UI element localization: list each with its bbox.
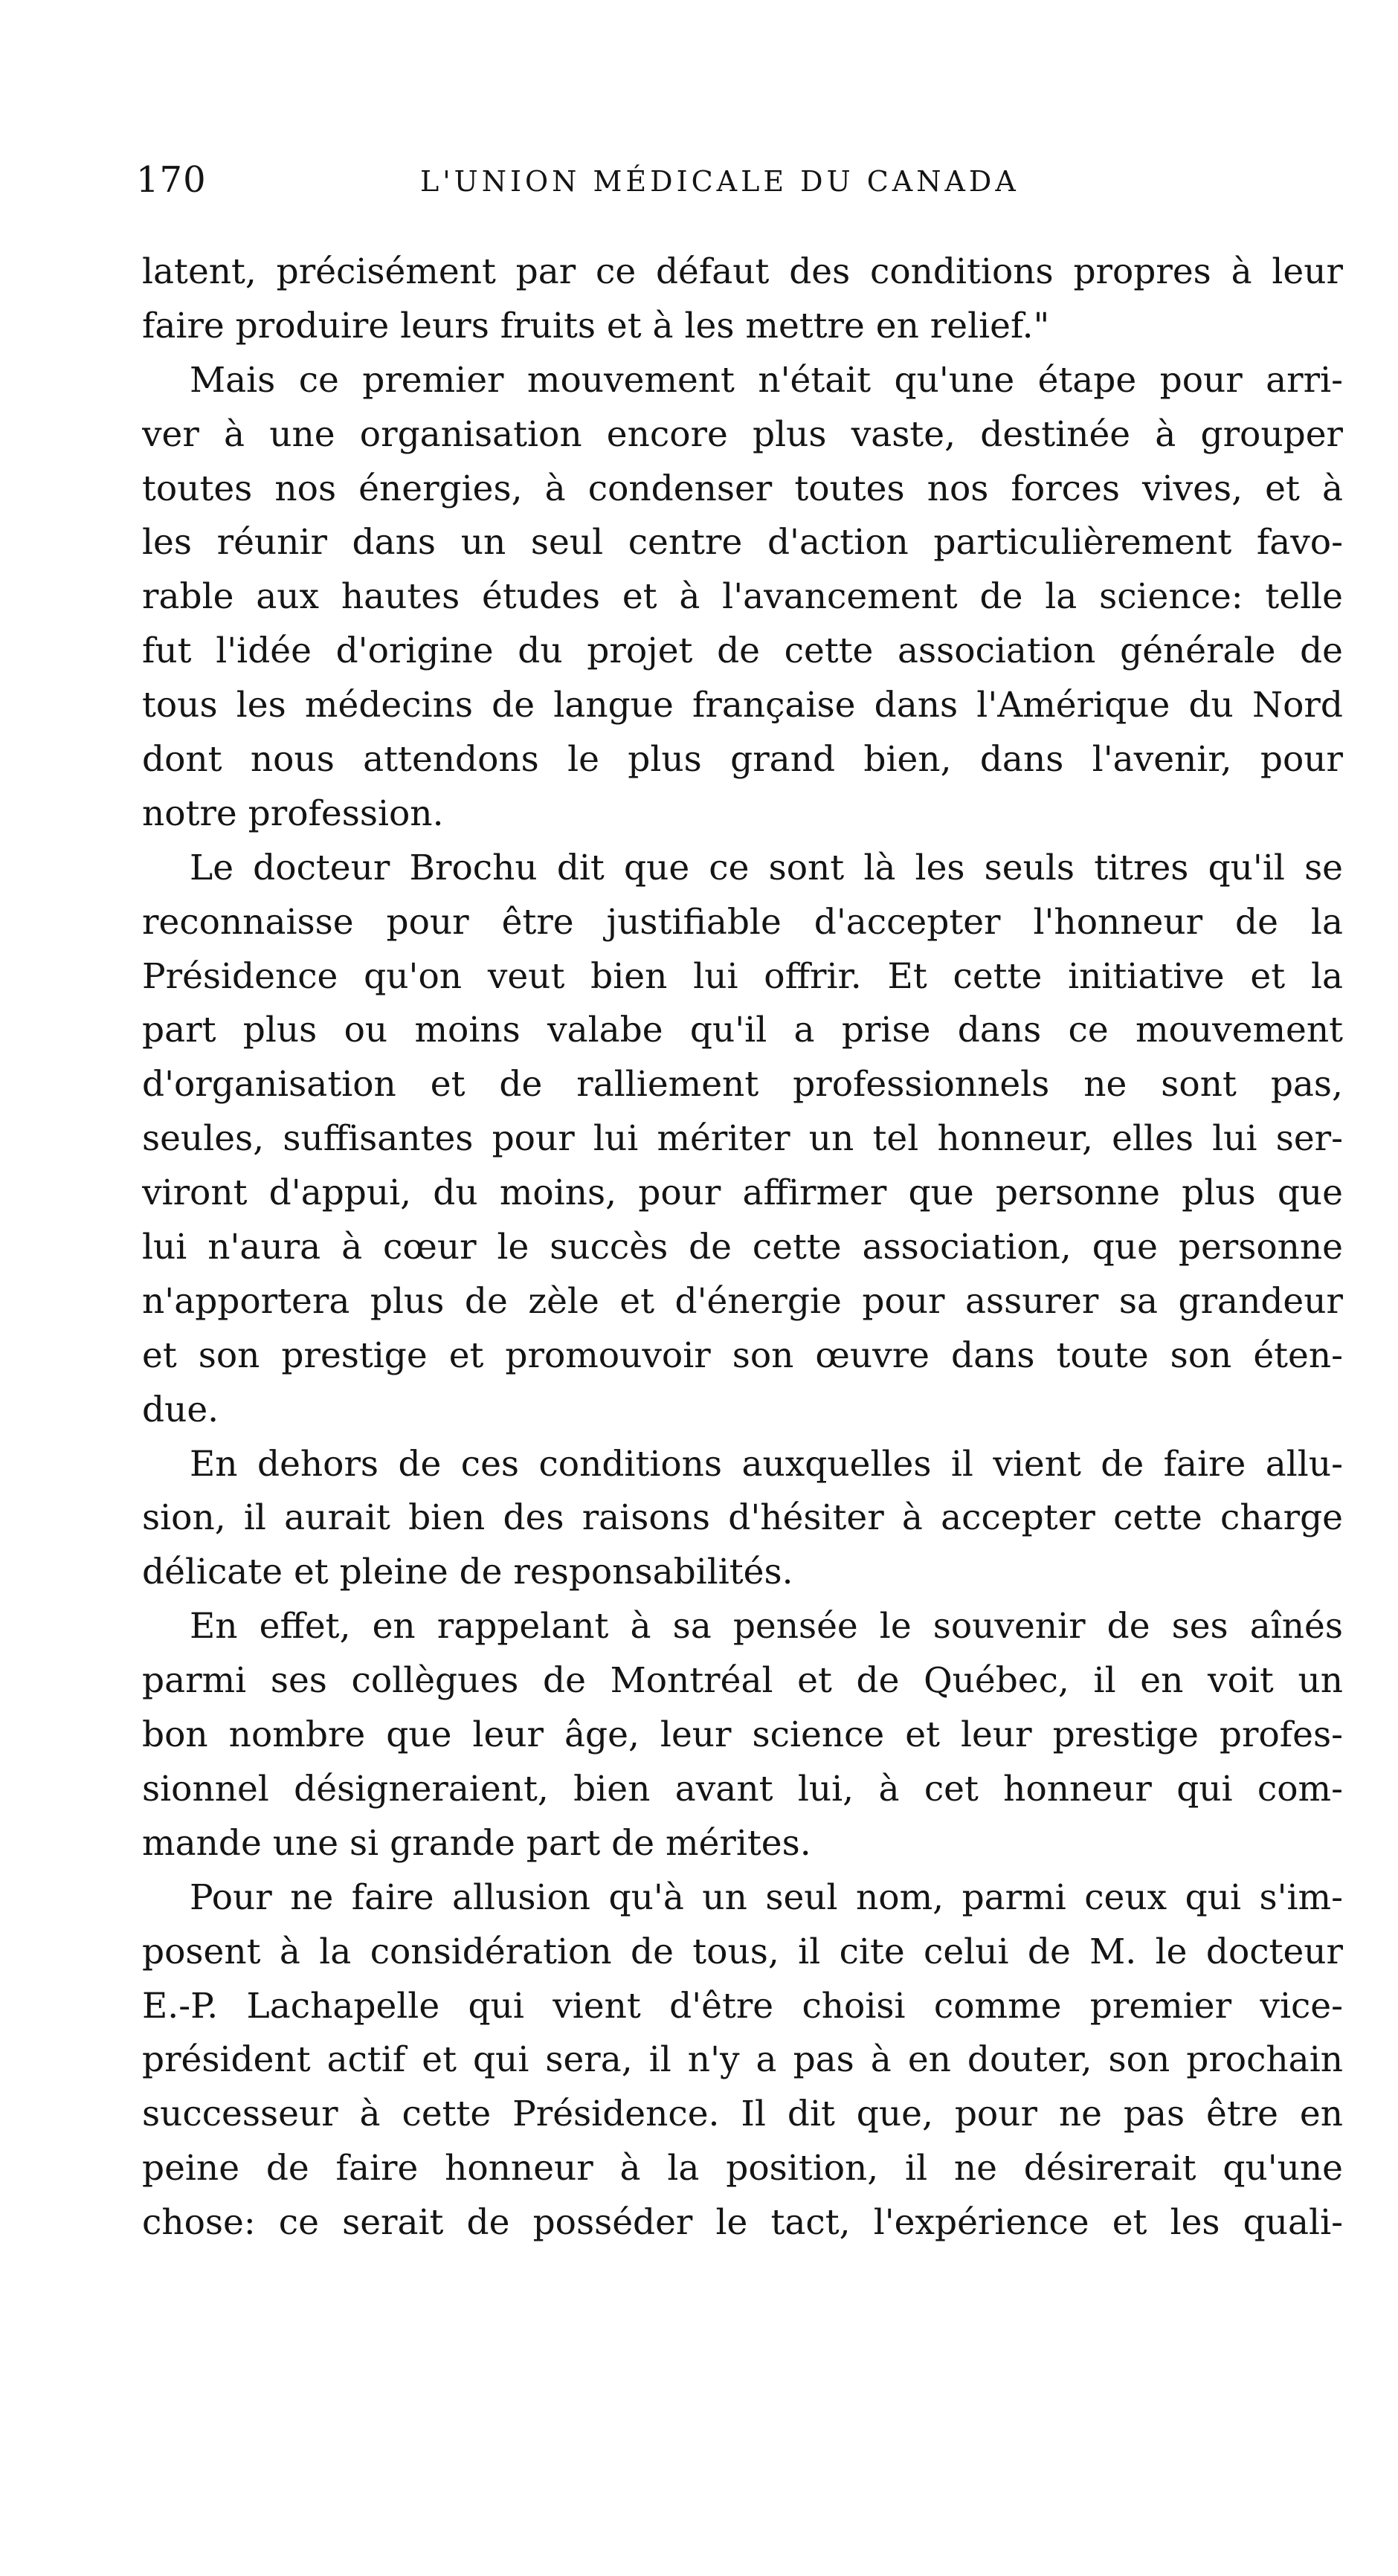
text-line: sion, il aurait bien des raisons d'hésiter à accepter cette charge [142, 1497, 1343, 1539]
text-line: lui n'aura à cœur le succès de cette association, que personne [142, 1227, 1343, 1268]
page-number: 170 [136, 159, 207, 201]
text-line: peine de faire honneur à la position, il ne désirerait qu'une [142, 2148, 1343, 2189]
text-line: part plus ou moins valabe qu'il a prise dans ce mouvement [142, 1010, 1343, 1051]
text-line: Présidence qu'on veut bien lui offrir. Et cette initiative et la [142, 955, 1343, 997]
text-line: tous les médecins de langue française dans l'Amérique du Nord [142, 685, 1343, 726]
text-line: successeur à cette Présidence. Il dit que, pour ne pas être en [142, 2094, 1343, 2135]
text-line: Le docteur Brochu dit que ce sont là les seuls titres qu'il se [190, 847, 1343, 888]
text-line: seules, suffisantes pour lui mériter un tel honneur, elles lui ser- [142, 1118, 1343, 1160]
text-line: parmi ses collègues de Montréal et de Québec, il en voit un [142, 1660, 1343, 1702]
paragraph [142, 354, 1343, 842]
paragraph-continuation [142, 245, 1343, 354]
text-line: faire produire leurs fruits et à les mettre en relief." [142, 305, 1050, 346]
journal-title: L'UNION MÉDICALE DU CANADA [420, 165, 1019, 198]
text-line: notre profession. [142, 793, 444, 834]
text-line: mande une si grande part de mérites. [142, 1822, 811, 1864]
text-line: et son prestige et promouvoir son œuvre dans toute son éten- [142, 1334, 1343, 1376]
text-line: rable aux hautes études et à l'avancement de la science: telle [142, 576, 1343, 618]
text-line: dont nous attendons le plus grand bien, dans l'avenir, pour [142, 739, 1343, 781]
text-line: reconnaisse pour être justifiable d'accepter l'honneur de la [142, 901, 1343, 943]
text-line: Mais ce premier mouvement n'était qu'une étape pour arri- [190, 359, 1343, 401]
text-line: bon nombre que leur âge, leur science et leur prestige profes- [142, 1714, 1343, 1756]
text-line: sionnel désigneraient, bien avant lui, à cet honneur qui com- [142, 1768, 1343, 1810]
text-line: d'organisation et de ralliement professionnels ne sont pas, [142, 1064, 1343, 1105]
text-line: En effet, en rappelant à sa pensée le souvenir de ses aînés [190, 1606, 1343, 1647]
text-line: toutes nos énergies, à condenser toutes nos forces vives, et à [142, 468, 1343, 509]
text-line: due. [142, 1389, 219, 1430]
text-line: ver à une organisation encore plus vaste, destinée à grouper [142, 413, 1343, 455]
body-text [142, 245, 1343, 2250]
text-line: Pour ne faire allusion qu'à un seul nom, parmi ceux qui s'im- [190, 1876, 1343, 1918]
text-line: président actif et qui sera, il n'y a pas à en douter, son prochain [142, 2039, 1343, 2081]
text-line: posent à la considération de tous, il cite celui de M. le docteur [142, 1931, 1343, 1972]
text-line: En dehors de ces conditions auxquelles il vient de faire allu- [190, 1443, 1343, 1485]
paragraph [142, 1600, 1343, 1870]
text-line: chose: ce serait de posséder le tact, l'expérience et les quali- [142, 2202, 1343, 2244]
text-line: délicate et pleine de responsabilités. [142, 1552, 793, 1593]
text-line: fut l'idée d'origine du projet de cette association générale de [142, 630, 1343, 672]
paragraph [142, 842, 1343, 1438]
text-line: viront d'appui, du moins, pour affirmer que personne plus que [142, 1172, 1343, 1214]
paragraph [142, 1438, 1343, 1601]
text-line: les réunir dans un seul centre d'action particulièrement favo- [142, 522, 1343, 564]
text-line: n'apportera plus de zèle et d'énergie pour assurer sa grandeur [142, 1280, 1343, 1322]
running-head [136, 158, 1058, 217]
text-line: latent, précisément par ce défaut des conditions propres à leur [142, 251, 1343, 292]
text-line: E.-P. Lachapelle qui vient d'être choisi comme premier vice- [142, 1985, 1343, 2027]
paragraph [142, 1871, 1343, 2250]
